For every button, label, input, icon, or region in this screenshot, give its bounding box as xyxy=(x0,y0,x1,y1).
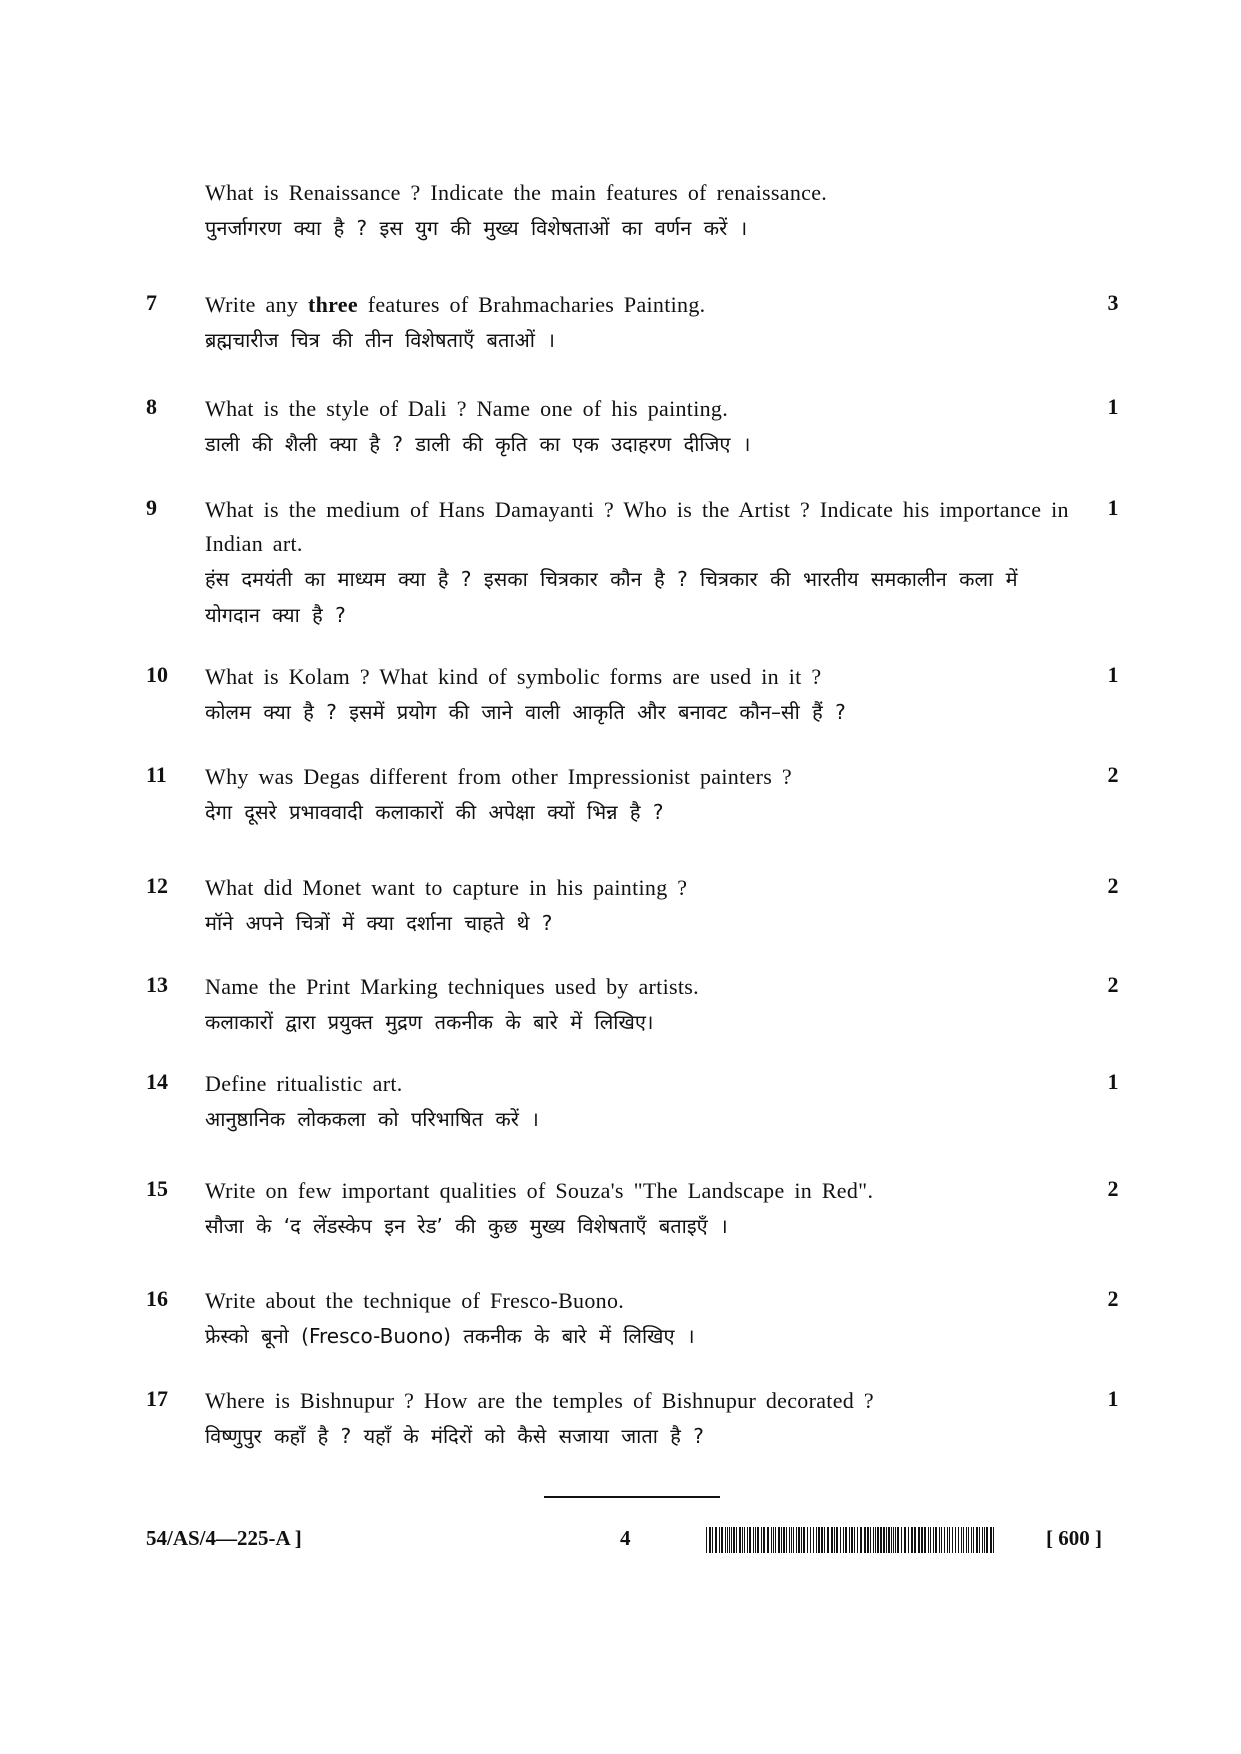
question-number: 7 xyxy=(146,290,157,315)
question-number: 10 xyxy=(146,662,168,687)
question-english: Write about the technique of Fresco-Buono. xyxy=(205,1288,625,1313)
question-hindi: हंस दमयंती का माध्यम क्या है ? इसका चित्रकार कौन है ? चित्रकार की भारतीय समकालीन कला में योगदान क्या है ? xyxy=(205,567,1018,627)
question-marks: 2 xyxy=(1107,972,1119,997)
intro-hindi: पुनर्जागरण क्या है ? इस युग की मुख्य विशेषताओं का वर्णन करें । xyxy=(205,216,748,240)
question-english: Why was Degas different from other Impressionist painters ? xyxy=(205,764,792,789)
end-divider xyxy=(544,1496,720,1498)
question-english xyxy=(205,288,1075,322)
intro-english: What is Renaissance ? Indicate the main features of renaissance. xyxy=(205,180,828,205)
question-number: 12 xyxy=(146,873,168,898)
question-english: Name the Print Marking techniques used by artists. xyxy=(205,974,699,999)
question-number: 9 xyxy=(146,495,157,520)
question-english-part: Write any xyxy=(205,292,308,317)
question-hindi: फ्रेस्को बूनो (Fresco-Buono) तकनीक के बारे में लिखिए । xyxy=(205,1324,695,1348)
question-marks: 2 xyxy=(1107,762,1119,787)
question-hindi: कलाकारों द्वारा प्रयुक्त मुद्रण तकनीक के बारे में लिखिए। xyxy=(205,1010,654,1034)
barcode-icon xyxy=(706,1527,996,1553)
question-hindi: कोलम क्या है ? इसमें प्रयोग की जाने वाली आकृति और बनावट कौन–सी हैं ? xyxy=(205,700,846,724)
question-hindi: देगा दूसरे प्रभाववादी कलाकारों की अपेक्षा क्यों भिन्न है ? xyxy=(205,800,664,824)
question-marks: 1 xyxy=(1107,1069,1119,1094)
question-english: What is the medium of Hans Damayanti ? Who is the Artist ? Indicate his importance in Indian art. xyxy=(205,497,1069,556)
question-english-emphasis: three xyxy=(307,292,358,317)
question-hindi: मॉने अपने चित्रों में क्या दर्शाना चाहते थे ? xyxy=(205,911,553,935)
question-number: 11 xyxy=(146,762,167,787)
question-hindi: आनुष्ठानिक लोककला को परिभाषित करें । xyxy=(205,1107,539,1131)
question-hindi: सौजा के ‘द लेंडस्केप इन रेड’ की कुछ मुख्य विशेषताएँ बताइएँ । xyxy=(205,1214,728,1238)
question-marks: 1 xyxy=(1107,394,1119,419)
question-marks: 1 xyxy=(1107,662,1119,687)
question-english: Define ritualistic art. xyxy=(205,1071,403,1096)
question-marks: 2 xyxy=(1107,873,1119,898)
question-english: Where is Bishnupur ? How are the temples of Bishnupur decorated ? xyxy=(205,1388,874,1413)
question-number: 16 xyxy=(146,1286,168,1311)
question-marks: 2 xyxy=(1107,1176,1119,1201)
question-number: 17 xyxy=(146,1386,168,1411)
question-hindi: ब्रह्मचारीज चित्र की तीन विशेषताएँ बताओं । xyxy=(205,328,555,352)
question-english-part: features of Brahmacharies Painting. xyxy=(357,292,706,317)
question-marks: 2 xyxy=(1107,1286,1119,1311)
total-copies: [ 600 ] xyxy=(1046,1526,1102,1550)
question-marks: 3 xyxy=(1107,290,1119,315)
question-english: What is the style of Dali ? Name one of his painting. xyxy=(205,396,729,421)
question-english: Write on few important qualities of Souza's "The Landscape in Red". xyxy=(205,1178,874,1203)
question-english: What is Kolam ? What kind of symbolic forms are used in it ? xyxy=(205,664,822,689)
question-marks: 1 xyxy=(1107,495,1119,520)
page-number: 4 xyxy=(620,1526,631,1550)
question-number: 13 xyxy=(146,972,168,997)
question-number: 8 xyxy=(146,394,157,419)
question-marks: 1 xyxy=(1107,1386,1119,1411)
question-hindi: विष्णुपुर कहाँ है ? यहाँ के मंदिरों को कैसे सजाया जाता है ? xyxy=(205,1424,704,1448)
question-number: 15 xyxy=(146,1176,168,1201)
paper-code: 54/AS/4—225-A ] xyxy=(146,1526,302,1550)
question-number: 14 xyxy=(146,1069,168,1094)
question-hindi: डाली की शैली क्या है ? डाली की कृति का एक उदाहरण दीजिए । xyxy=(205,432,751,456)
question-english: What did Monet want to capture in his painting ? xyxy=(205,875,688,900)
